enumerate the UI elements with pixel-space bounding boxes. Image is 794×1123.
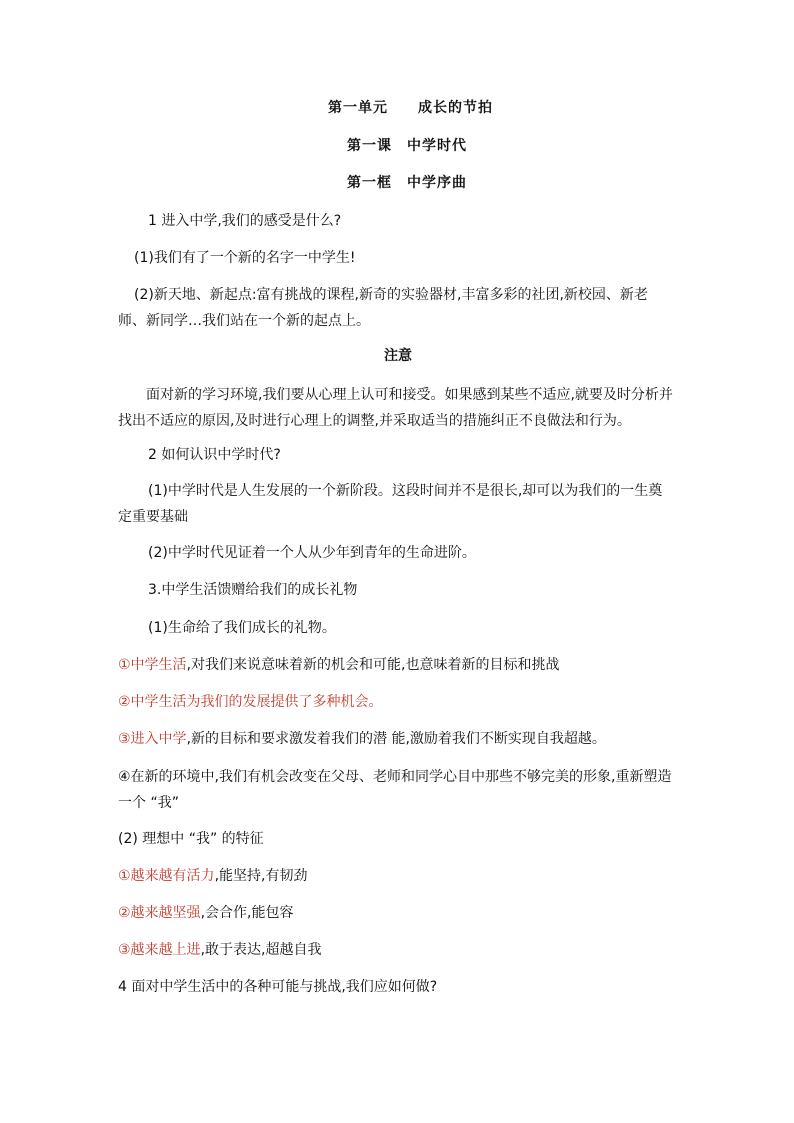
question-1-answer-2: (2)新天地、新起点:富有挑战的课程,新奇的实验器材,丰富多彩的社团,新校园、新老师、新同学…我们站在一个新的起点上。 (118, 287, 648, 329)
question-4: 4 面对中学生活中的各种可能与挑战,我们应如何做? (118, 979, 438, 995)
trait-3-text: ,敢于表达,超越自我 (200, 942, 322, 958)
question-1: 1 进入中学,我们的感受是什么? (148, 213, 342, 229)
gift-item-2: ②中学生活为我们的发展提供了多种机会。 (118, 694, 383, 710)
unit-title: 第一单元 成长的节拍 (328, 100, 493, 116)
question-2: 2 如何认识中学时代? (148, 447, 281, 463)
note-text: 面对新的学习环境,我们要从心理上认可和接受。如果感到某些不适应,就要及时分析并找出不适应的原因,及时进行心理上的调整,并采取适当的措施纠正不良做法和行为。 (118, 387, 673, 429)
note-title: 注意 (384, 348, 412, 364)
trait-2 (118, 903, 293, 923)
trait-2-text: ,会合作,能包容 (200, 905, 294, 921)
trait-1-highlight: ①越来越有活力 (118, 868, 215, 884)
question-3: 3.中学生活馈赠给我们的成长礼物 (148, 582, 358, 598)
gift-item-3 (118, 729, 606, 749)
gift-item-1-highlight: ①中学生活 (118, 657, 187, 673)
trait-3 (118, 940, 321, 960)
lesson-title: 第一课 中学时代 (347, 138, 467, 154)
trait-1 (118, 866, 307, 886)
gift-item-1 (118, 655, 559, 675)
gift-item-4: ④在新的环境中,我们有机会改变在父母、老师和同学心目中那些不够完美的形象,重新塑造一个 “我” (118, 769, 672, 811)
frame-title: 第一框 中学序曲 (347, 175, 467, 191)
gift-item-3-highlight: ③进入中学 (118, 731, 187, 747)
question-3-answer-1: (1)生命给了我们成长的礼物。 (148, 620, 336, 636)
question-1-answer-1: (1)我们有了一个新的名字一中学生! (134, 250, 356, 266)
question-3-answer-2: (2) 理想中 “我” 的特征 (118, 831, 264, 847)
question-2-answer-2: (2)中学时代见证着一个人从少年到青年的生命进阶。 (148, 545, 476, 561)
trait-1-text: ,能坚持,有韧劲 (214, 868, 308, 884)
gift-item-3-text: ,新的目标和要求激发着我们的潜 能,激励着我们不断实现自我超越。 (186, 731, 606, 747)
gift-item-1-text: ,对我们来说意味着新的机会和可能,也意味着新的目标和挑战 (186, 657, 560, 673)
trait-2-highlight: ②越来越坚强 (118, 905, 201, 921)
question-2-answer-1: (1)中学时代是人生发展的一个新阶段。这段时间并不是很长,却可以为我们的一生奠定重要基础 (118, 483, 663, 525)
trait-3-highlight: ③越来越上进 (118, 942, 201, 958)
